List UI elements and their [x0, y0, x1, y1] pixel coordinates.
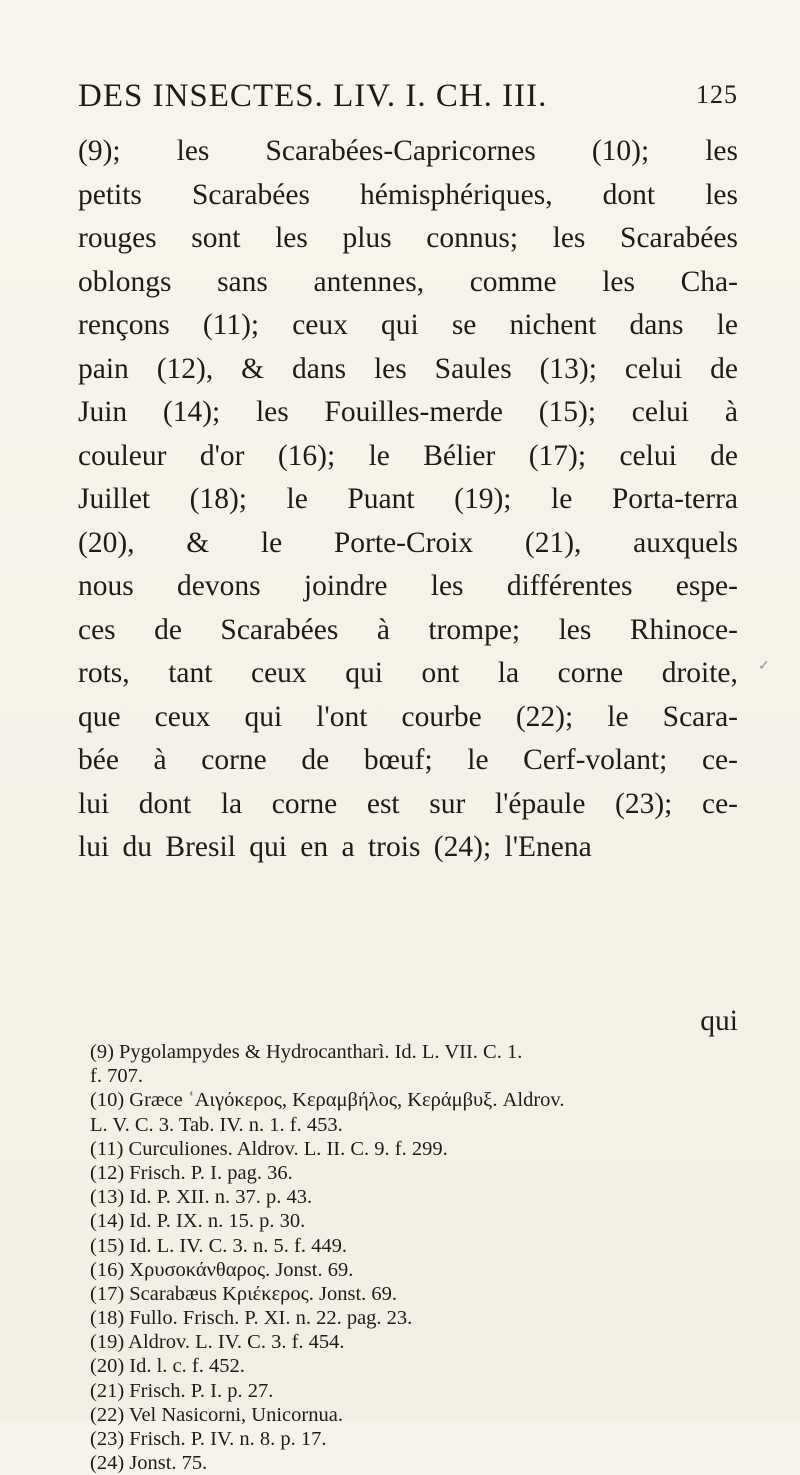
text-line: rouges sont les plus connus; les Scarabées: [78, 222, 738, 254]
text-line: (9); les Scarabées-Capricornes (10); les: [78, 135, 738, 167]
text-line: que ceux qui l'ont courbe (22); le Scara-: [78, 700, 738, 733]
text-line: couleur d'or (16); le Bélier (17); celui de: [78, 439, 738, 472]
footnote-line: (18) Fullo. Frisch. P. XI. n. 22. pag. 23.: [90, 1307, 413, 1330]
footnote-line: (22) Vel Nasicorni, Unicornua.: [90, 1403, 343, 1426]
main-text: [78, 130, 738, 870]
text-line: rots, tant ceux qui ont la corne droite,: [78, 657, 738, 689]
footnote-line: L. V. C. 3. Tab. IV. n. 1. f. 453.: [90, 1113, 343, 1136]
footnote-line: (16) Χρυσοκάνθαρος. Jonst. 69.: [90, 1258, 354, 1281]
page-header: [78, 78, 738, 128]
footnote-line: (20) Id. l. c. f. 452.: [90, 1355, 245, 1378]
text-line: petits Scarabées hémisphériques, dont les: [78, 178, 738, 211]
running-head: DES INSECTES. LIV. I. CH. III.: [78, 78, 548, 114]
footnote-line: (14) Id. P. IX. n. 15. p. 30.: [90, 1210, 306, 1233]
text-line: nous devons joindre les différentes espe-: [78, 570, 738, 602]
page-number: 125: [696, 80, 738, 109]
catchword: qui: [700, 1005, 738, 1037]
text-line: bée à corne de bœuf; le Cerf-volant; ce-: [78, 744, 738, 776]
footnote-line: (11) Curculiones. Aldrov. L. II. C. 9. f. 299.: [90, 1137, 448, 1160]
text-line: rençons (11); ceux qui se nichent dans le: [78, 309, 738, 341]
text-line: Juin (14); les Fouilles-merde (15); celui à: [78, 396, 738, 428]
footnote-line: (19) Aldrov. L. IV. C. 3. f. 454.: [90, 1331, 345, 1354]
footnote-line: (15) Id. L. IV. C. 3. n. 5. f. 449.: [90, 1234, 347, 1257]
footnote-line: (17) Scarabæus Κριέκερος. Jonst. 69.: [90, 1282, 398, 1305]
text-line: Juillet (18); le Puant (19); le Porta-terra: [78, 483, 738, 515]
footnote-line: f. 707.: [90, 1065, 143, 1088]
footnote-line: (12) Frisch. P. I. pag. 36.: [90, 1161, 293, 1184]
footnote-line: (9) Pygolampydes & Hydrocantharì. Id. L. VII. C. 1.: [90, 1041, 523, 1063]
text-line: pain (12), & dans les Saules (13); celui de: [78, 352, 738, 385]
footnote-line: (23) Frisch. P. IV. n. 8. p. 17.: [90, 1428, 327, 1450]
footnotes: [90, 1040, 750, 1475]
text-line: ces de Scarabées à trompe; les Rhinoce-: [78, 613, 738, 646]
footnote-line: (13) Id. P. XII. n. 37. p. 43.: [90, 1186, 313, 1209]
text-line: (20), & le Porte-Croix (21), auxquels: [78, 526, 738, 559]
footnote-line: (10) Græce ʿΑιγόκερος, Κεραμβήλος, Κεράμβυξ. Aldrov.: [90, 1089, 565, 1112]
footnote-line: (24) Jonst. 75.: [90, 1452, 208, 1475]
text-line: lui du Bresil qui en a trois (24); l'Enena: [78, 831, 592, 863]
text-line: oblongs sans antennes, comme les Cha-: [78, 265, 738, 298]
margin-mark-icon: ✓: [758, 658, 770, 674]
text-line: lui dont la corne est sur l'épaule (23); ce-: [78, 787, 738, 820]
footnote-line: (21) Frisch. P. I. p. 27.: [90, 1379, 274, 1402]
